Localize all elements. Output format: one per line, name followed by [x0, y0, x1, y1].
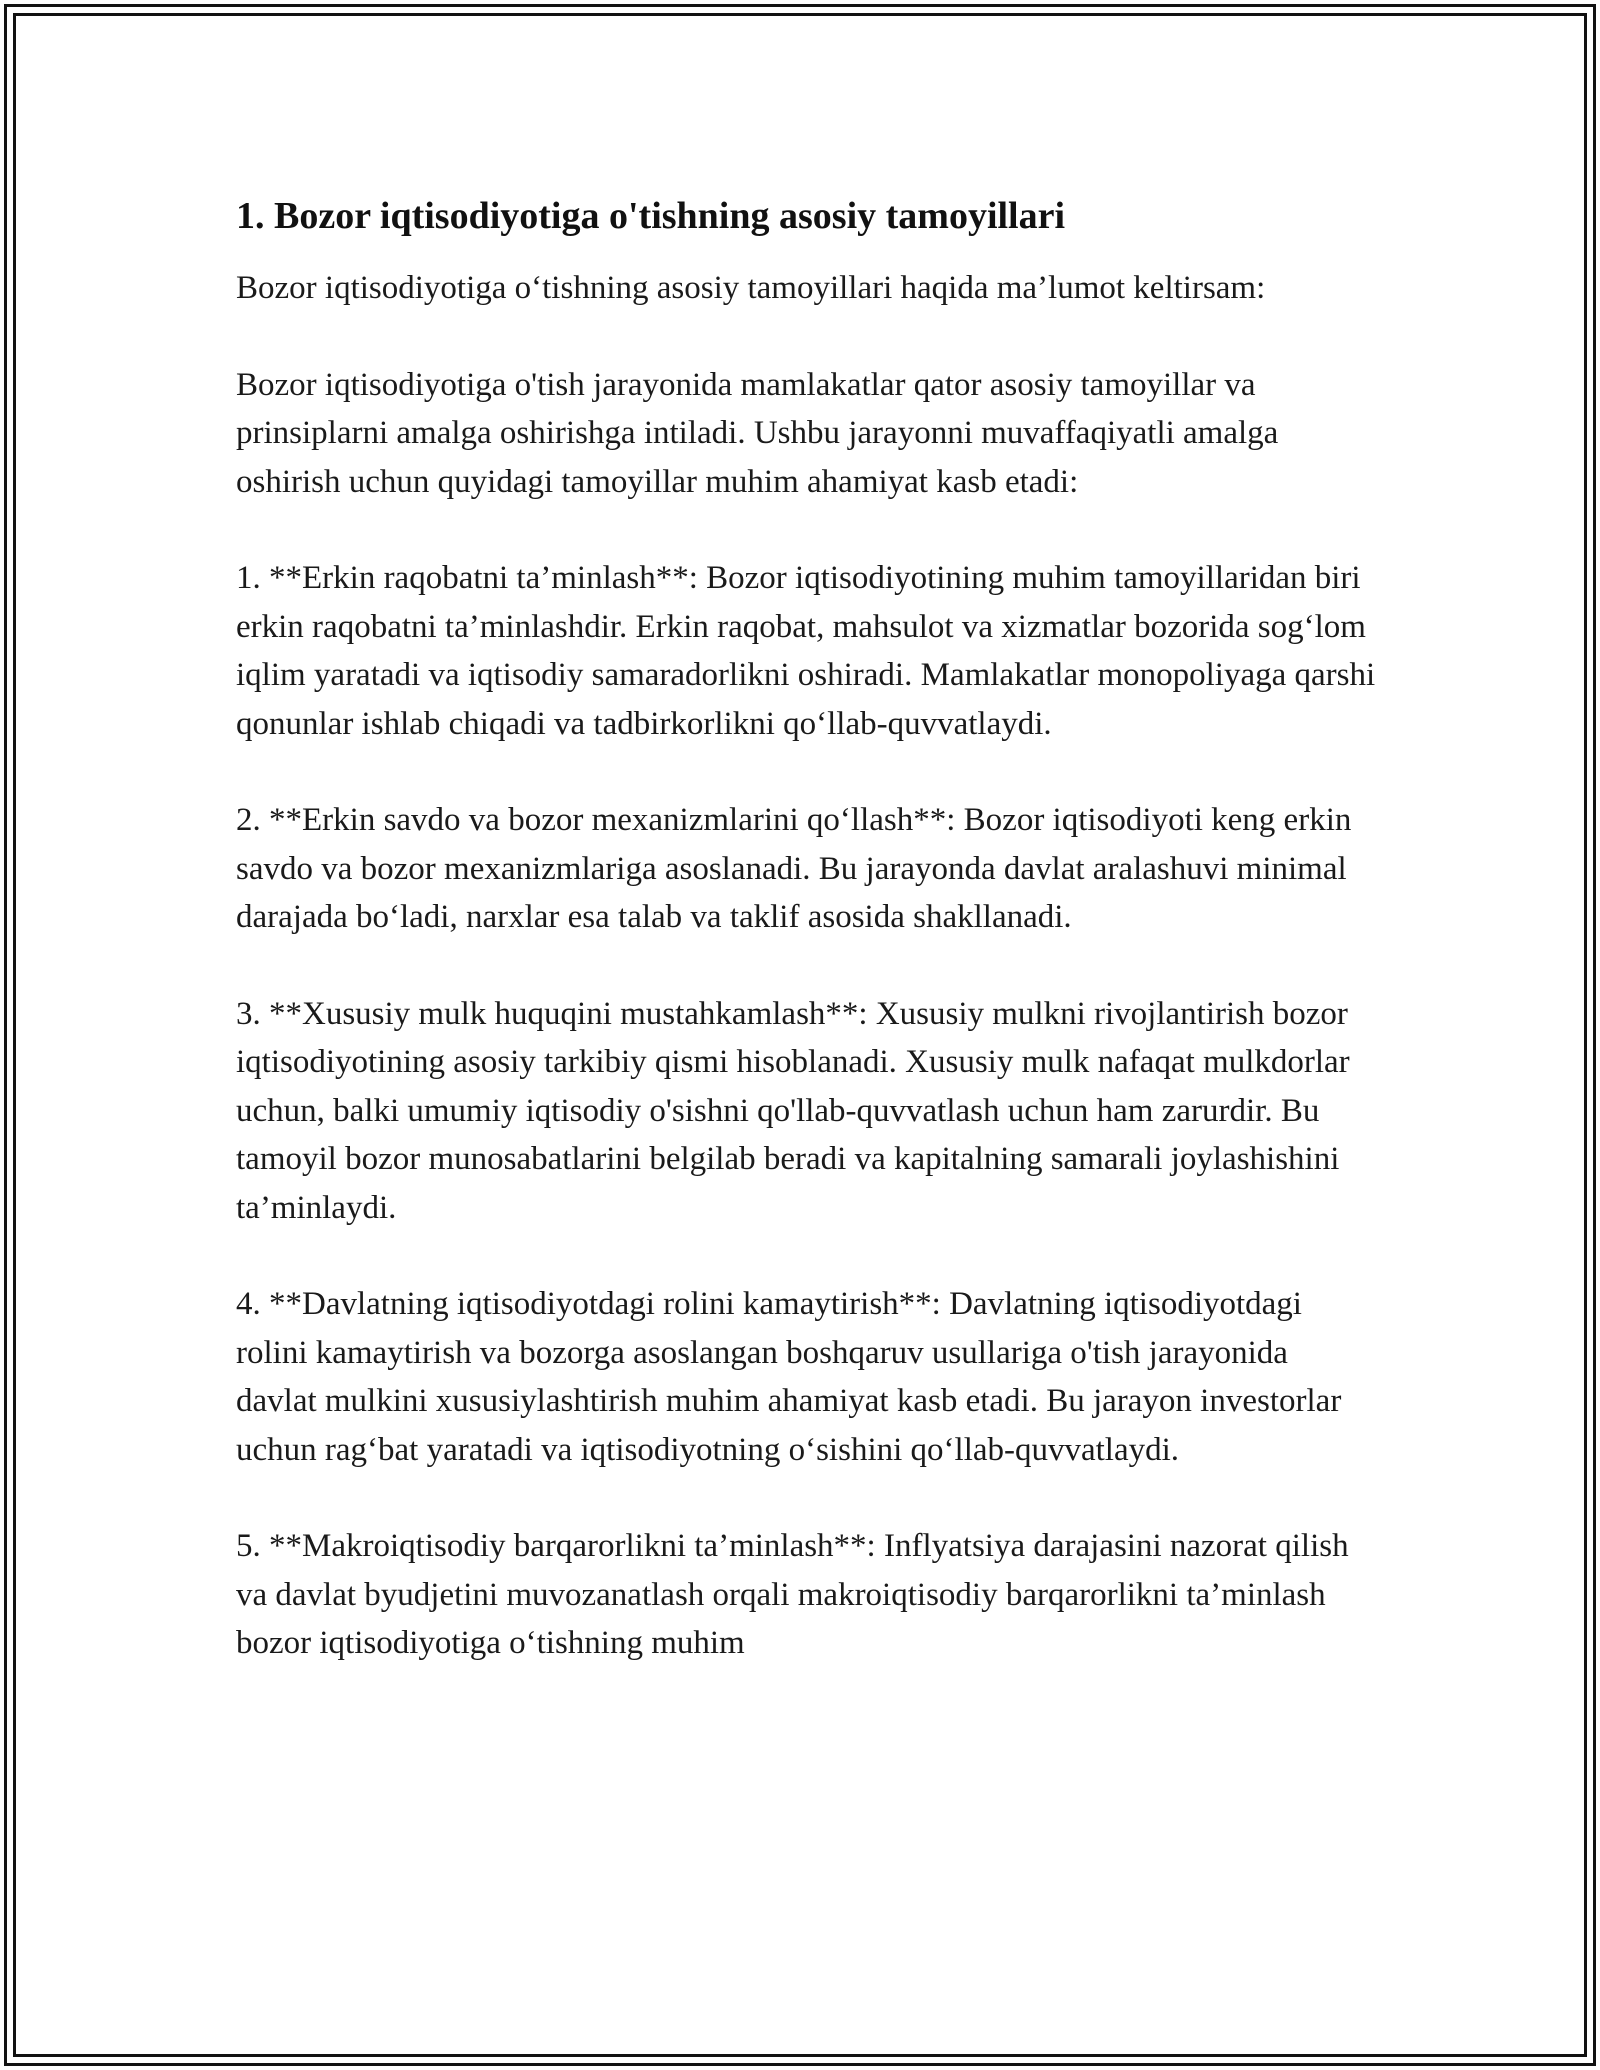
context-paragraph: Bozor iqtisodiyotiga o'tish jarayonida mamlakatlar qator asosiy tamoyillar va prinsiplarni amalga oshirishga intiladi. Ushbu jarayonni muvaffaqiyatli amalga oshirish uchun quyidagi tamoyillar muhim ahamiyat kasb etadi: [236, 366, 1279, 500]
principle-1-paragraph: 1. **Erkin raqobatni ta’minlash**: Bozor iqtisodiyotining muhim tamoyillaridan biri erkin raqobatni ta’minlashdir. Erkin raqobat, mahsulot va xizmatlar bozorida sog‘lom iqlim yaratadi va iqtisodiy samaradorlikni oshiradi. Mamlakatlar monopoliyaga qarshi qonunlar ishlab chiqadi va tadbirkorlikni qo‘llab-quvvatlaydi. [236, 560, 1376, 742]
principle-2-paragraph: 2. **Erkin savdo va bozor mexanizmlarini qo‘llash**: Bozor iqtisodiyoti keng erkin savdo va bozor mexanizmlariga asoslanadi. Bu jarayonda davlat aralashuvi minimal darajada bo‘ladi, narxlar esa talab va taklif asosida shakllanadi. [236, 802, 1352, 935]
document-body [236, 190, 1376, 1716]
principle-4-paragraph: 4. **Davlatning iqtisodiyotdagi rolini kamaytirish**: Davlatning iqtisodiyotdagi rolini kamaytirish va bozorga asoslangan boshqaruv usullariga o'tish jarayonida davlat mulkini xususiylashtirish muhim ahamiyat kasb etadi. Bu jarayon investorlar uchun rag‘bat yaratadi va iqtisodiyotning o‘sishini qo‘llab-quvvatlaydi. [236, 1286, 1342, 1468]
principle-3-paragraph: 3. **Xususiy mulk huquqini mustahkamlash**: Xususiy mulkni rivojlantirish bozor iqtisodiyotining asosiy tarkibiy qismi hisoblanadi. Xususiy mulk nafaqat mulkdorlar uchun, balki umumiy iqtisodiy o'sishni qo'llab-quvvatlash uchun ham zarurdir. Bu tamoyil bozor munosabatlarini belgilab beradi va kapitalning samarali joylashishini ta’minlaydi. [236, 995, 1350, 1226]
document-title: 1. Bozor iqtisodiyotiga o'tishning asosiy tamoyillari [236, 195, 1066, 237]
intro-paragraph: Bozor iqtisodiyotiga o‘tishning asosiy tamoyillari haqida ma’lumot keltirsam: [236, 270, 1266, 306]
principle-5-paragraph: 5. **Makroiqtisodiy barqarorlikni ta’minlash**: Inflyatsiya darajasini nazorat qilish va davlat byudjetini muvozanatlash orqali makroiqtisodiy barqarorlikni ta’minlash bozor iqtisodiyotiga o‘tishning muhim [236, 1528, 1349, 1661]
